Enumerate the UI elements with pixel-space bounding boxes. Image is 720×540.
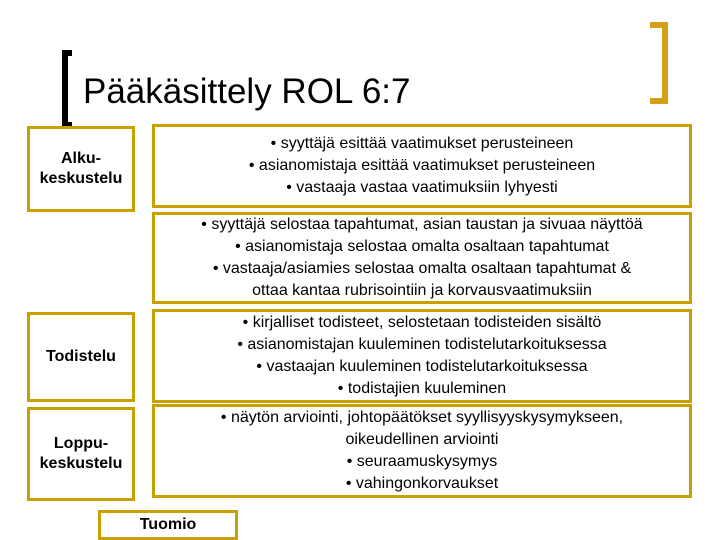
title-right-bracket bbox=[650, 22, 668, 104]
content-line: • todistajien kuuleminen bbox=[337, 380, 507, 397]
content-box-alkukeskustelu bbox=[152, 124, 692, 208]
stage-alkukeskustelu-label-line2: keskustelu bbox=[39, 170, 123, 187]
stage-loppukeskustelu-label-line1: Loppu- bbox=[53, 435, 109, 452]
stage-tuomio bbox=[98, 510, 238, 540]
content-box-todistelu bbox=[152, 309, 692, 403]
content-box-loppukeskustelu bbox=[152, 404, 692, 498]
content-line: • vastaajan kuuleminen todistelutarkoituksessa bbox=[256, 358, 588, 375]
content-line: • asianomistajan kuuleminen todistelutarkoituksessa bbox=[237, 336, 607, 353]
content-line: • seuraamuskysymys bbox=[346, 453, 498, 470]
content-line: • asianomistaja esittää vaatimukset perusteineen bbox=[248, 157, 596, 174]
stage-tuomio-label: Tuomio bbox=[139, 516, 197, 533]
content-line: • syyttäjä esittää vaatimukset perusteineen bbox=[270, 135, 574, 152]
stage-loppukeskustelu-label-line2: keskustelu bbox=[39, 455, 123, 472]
stage-todistelu bbox=[27, 312, 135, 402]
stage-loppukeskustelu bbox=[27, 407, 135, 501]
content-line: • vastaaja/asiamies selostaa omalta osaltaan tapahtumat & bbox=[212, 260, 632, 277]
content-line: ottaa kantaa rubrisointiin ja korvausvaatimuksiin bbox=[252, 282, 592, 299]
content-box-selostukset bbox=[152, 212, 692, 304]
title-left-bracket bbox=[62, 50, 72, 128]
content-line: • näytön arviointi, johtopäätökset syyllisyyskysymykseen, bbox=[220, 409, 624, 426]
stage-todistelu-label: Todistelu bbox=[46, 348, 116, 365]
content-line: • syyttäjä selostaa tapahtumat, asian taustan ja sivuaa näyttöä bbox=[201, 216, 643, 233]
content-line: • vastaaja vastaa vaatimuksiin lyhyesti bbox=[286, 179, 558, 196]
content-line: oikeudellinen arviointi bbox=[345, 431, 499, 448]
content-line: • kirjalliset todisteet, selostetaan todisteiden sisältö bbox=[242, 314, 602, 331]
content-line: • asianomistaja selostaa omalta osaltaan tapahtumat bbox=[235, 238, 609, 255]
page-title: Pääkäsittely ROL 6:7 bbox=[83, 72, 411, 111]
stage-alkukeskustelu bbox=[27, 126, 135, 212]
stage-alkukeskustelu-label-line1: Alku- bbox=[61, 150, 101, 167]
content-line: • vahingonkorvaukset bbox=[345, 475, 499, 492]
